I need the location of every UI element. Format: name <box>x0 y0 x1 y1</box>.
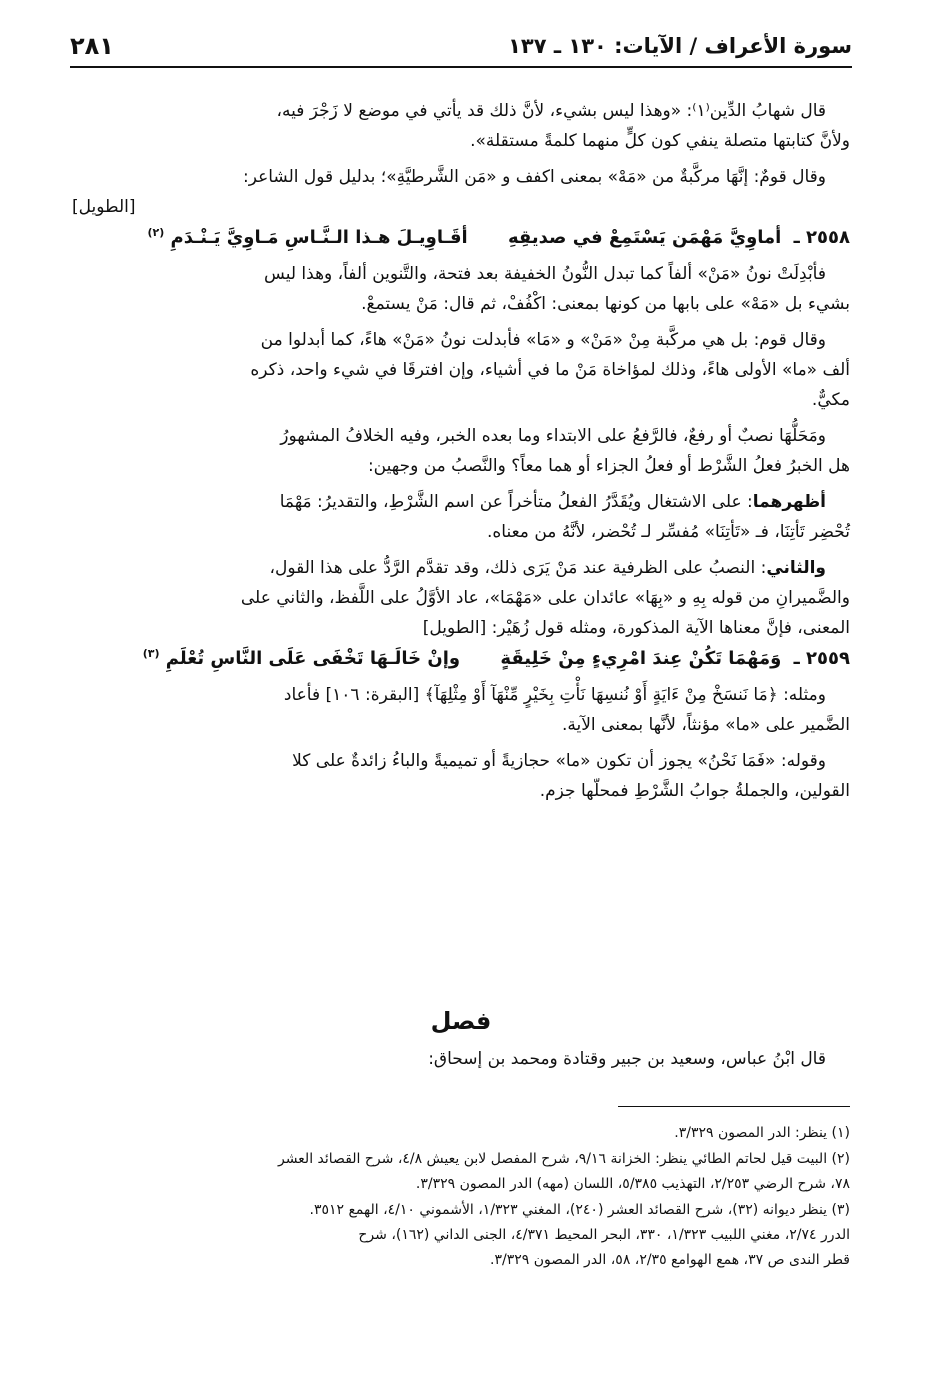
footnote-ref: (٣) <box>142 647 160 660</box>
footnote-divider <box>618 1106 850 1107</box>
section-opening-line: قال ابْنُ عباس، وسعيد بن جبير وقتادة ومحمد بن إسحاق: <box>428 1049 826 1069</box>
verse-2559 <box>72 643 850 674</box>
paragraph-7 <box>72 553 850 643</box>
paragraph-lead: أظهرهما <box>752 492 826 512</box>
paragraph-4: وقال قوم: بل هي مركَّبة مِنْ «مَنْ» و «مَا» فأبدلت نونُ «مَنْ» هاءً، كما أبدلوا من ألف «ما» الأولى هاءً، وذلك لمؤاخاة مَنْ ما في أشياء، وإن افترقَا في شيء واحد، ذكره مكيٌّ. <box>250 330 850 410</box>
running-title: سورة الأعراف / الآيات: ١٣٠ ـ ١٣٧ <box>508 34 852 58</box>
verse-number: ٢٥٥٨ ـ <box>793 227 850 248</box>
paragraph-2: وقال قومٌ: إنَّهَا مركَّبةٌ من «مَهْ» بمعنى اكفف و «مَن الشَّرطيَّةِ»؛ بدليل قول الشاعر: <box>243 167 826 187</box>
verse-first-hemistich: أماوِيَّ مَهْمَن يَسْتَمِعْ في صديقِهِ <box>508 227 782 248</box>
section-heading: فصل <box>430 1007 492 1035</box>
meter-label-2: [الطويل] <box>422 618 487 638</box>
meter-label-1: [الطويل] <box>72 197 136 217</box>
verse-first-hemistich: وَمَهْمَا تَكُنْ عِندَ امْرِيءٍ مِنْ خَلِيقَةٍ <box>500 648 782 669</box>
footnote-2: (٢) البيت قيل لحاتم الطائي ينظر: الخزانة ٩/١٦، شرح المفصل لابن يعيش ٤/٨، شرح القصائد العشر ٧٨، شرح الرضي ٢/٢٥٣، التهذيب ٥/٣٨٥، اللسان (مهه) الدر المصون ٣/٣٢٩. <box>277 1151 850 1192</box>
paragraph-6 <box>72 487 850 547</box>
paragraph-5: ومَحَلُّهَا نصبٌ أو رفعٌ، فالرَّفعُ على الابتداء وما بعده الخبر، وفيه الخلافُ المشهورُ هل الخبرُ فعلُ الشَّرْط أو فعلُ الجزاء أو هما معاً؟ والنَّصبُ من وجهين: <box>280 426 850 476</box>
paragraph-8: ومثله: ﴿مَا نَنسَخْ مِنْ ءَايَةٍ أَوْ نُنسِهَا نَأْتِ بِخَيْرٍ مِّنْهَآ أَوْ مِثْلِهَآ﴾ [البقرة: ١٠٦] فأعاد الضَّمير على «ما» مؤنثاً، لأنَّها بمعنى الآية. <box>283 685 850 735</box>
paragraph-text: : النصبُ على الظرفية عند مَنْ يَرَى ذلك، وقد تقدَّم الرَّدُّ على هذا القول، والضَّميرانِ من قوله بِهِ و «بِهَا» عائدان على «مَهْمَا»، عاد الأوَّلُ على اللَّفظ، والثاني على المعنى، فإنَّ معناها الآية المذكورة، ومثله قول زُهَيْر: <box>240 558 850 638</box>
footnote-3: (٣) ينظر ديوانه (٣٢)، شرح القصائد العشر (٢٤٠)، المغني ١/٣٢٣، الأشموني ٤/١٠، الهمع ٣٥١٢. الدرر ٢/٧٤، مغني اللبيب ١/٣٢٣، ٣٣٠، البحر المحيط ٤/٣٧١، الجنى الداني (١٦٢)، شرح قطر الندى ص ٣٧، همع الهوامع ٢/٣٥، ٥٨، الدر المصون ٣/٣٢٩. <box>309 1202 850 1268</box>
verse-second-hemistich: أقَـاوِيـلَ هـذا الـنَّـاسِ مَـاوِيَّ يَـنْـدَمِ <box>170 227 468 248</box>
main-text <box>72 96 850 812</box>
footnote-1: (١) ينظر: الدر المصون ٣/٣٢٩. <box>674 1125 850 1141</box>
page-number: ٢٨١ <box>70 32 114 60</box>
paragraph-lead: والثاني <box>766 558 826 578</box>
paragraph-1: قال شهابُ الدِّين⁽١⁾: «وهذا ليس بشيء، لأنَّ ذلك قد يأتي في موضع لا زَجْرَ فيه، ولأنَّ كتابتها متصلة ينفي كون كلٍّ منهما كلمةً مستقلة». <box>276 101 850 151</box>
footnote-ref: (٢) <box>147 226 165 239</box>
footnotes <box>72 1121 850 1274</box>
verse-2558 <box>72 222 850 253</box>
paragraph-3: فأبْدِلَتْ نونُ «مَنْ» ألفاً كما تبدل النُّونُ الخفيفة بعد فتحة، والتَّنوين ألفاً، وهذا ليس بشيء بل «مَهْ» على بابها من كونها بمعنى: اكْفُفْ، ثم قال: مَنْ يستمعْ. <box>264 264 850 314</box>
paragraph-9: وقوله: «فَمَا نَحْنُ» يجوز أن تكون «ما» حجازيةً أو تميميةً والباءُ زائدةٌ على كلا القولين، والجملةُ جوابُ الشَّرْطِ فمحلّها جزم. <box>292 751 850 801</box>
verse-number: ٢٥٥٩ ـ <box>793 648 850 669</box>
verse-second-hemistich: وإنْ خَالَـهَا تَخْفَى عَلَى النَّاسِ تُعْلَمِ <box>165 648 461 669</box>
paragraph-text: : على الاشتغال ويُقَدَّرُ الفعلُ متأخراً عن اسم الشَّرْطِ، والتقديرُ: مَهْمَا تُحْضِر تَأتِنَا، فـ «تَأتِنَا» مُفسِّر لـ تُحْضر، لأنَّهُ من معناه. <box>279 492 850 542</box>
header-divider <box>70 66 852 68</box>
page-header <box>70 30 852 72</box>
